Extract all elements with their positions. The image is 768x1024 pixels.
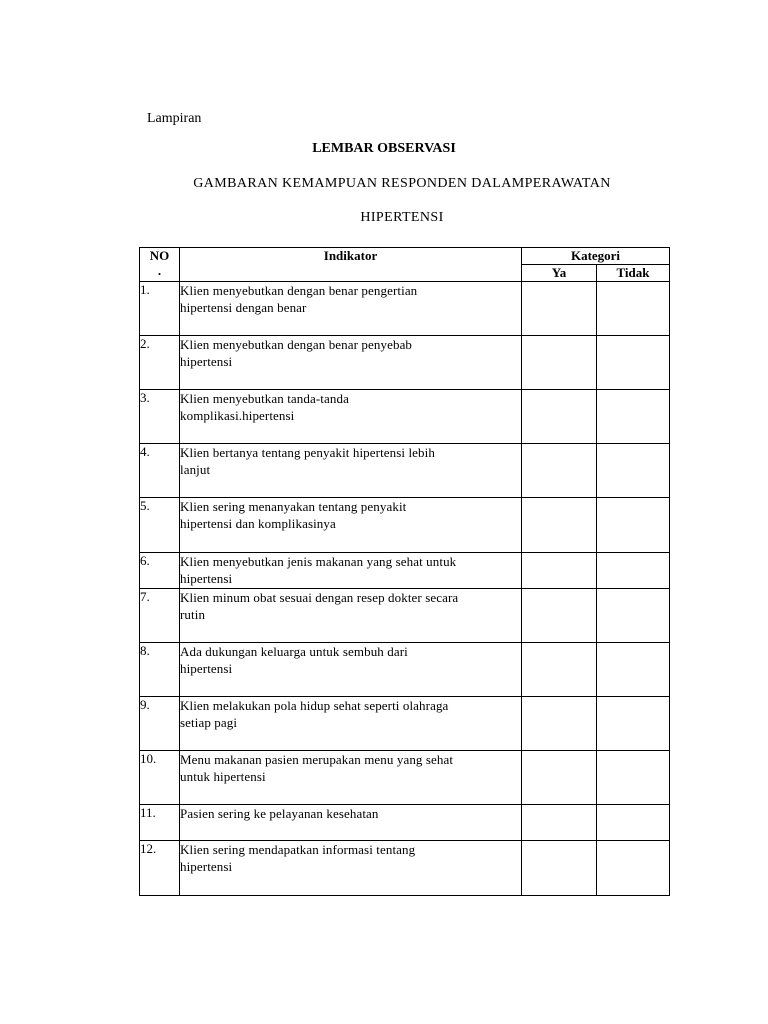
checkbox-cell-tidak[interactable] bbox=[597, 282, 670, 336]
row-number: 10. bbox=[140, 751, 180, 805]
indikator-line: hipertensi bbox=[180, 859, 233, 874]
indikator-line: Klien sering mendapatkan informasi tentang bbox=[180, 842, 416, 857]
indikator-line: Klien menyebutkan dengan benar penyebab bbox=[180, 337, 413, 352]
indikator-line: Klien menyebutkan jenis makanan yang sehat untuk bbox=[180, 554, 457, 569]
checkbox-cell-ya[interactable] bbox=[522, 282, 597, 336]
row-indikator bbox=[180, 805, 522, 841]
checkbox-cell-tidak[interactable] bbox=[597, 805, 670, 841]
row-number: 5. bbox=[140, 498, 180, 553]
checkbox-cell-tidak[interactable] bbox=[597, 336, 670, 390]
indikator-line: Klien bertanya tentang penyakit hipertensi lebih bbox=[180, 445, 435, 460]
header-no bbox=[140, 248, 180, 282]
indikator-line: Klien minum obat sesuai dengan resep dokter secara bbox=[180, 590, 459, 605]
row-indikator bbox=[180, 498, 522, 553]
row-number: 4. bbox=[140, 444, 180, 498]
row-number: 8. bbox=[140, 643, 180, 697]
table-row bbox=[140, 589, 670, 643]
checkbox-cell-ya[interactable] bbox=[522, 589, 597, 643]
row-number: 3. bbox=[140, 390, 180, 444]
indikator-line: setiap pagi bbox=[180, 715, 238, 730]
checkbox-cell-ya[interactable] bbox=[522, 336, 597, 390]
checkbox-cell-ya[interactable] bbox=[522, 841, 597, 896]
indikator-line: Pasien sering ke pelayanan kesehatan bbox=[180, 806, 379, 821]
table-row bbox=[140, 553, 670, 589]
header-no-text: NO bbox=[149, 248, 170, 263]
checkbox-cell-tidak[interactable] bbox=[597, 841, 670, 896]
table-row bbox=[140, 841, 670, 896]
checkbox-cell-tidak[interactable] bbox=[597, 498, 670, 553]
checkbox-cell-tidak[interactable] bbox=[597, 553, 670, 589]
row-number: 6. bbox=[140, 553, 180, 589]
indikator-line: lanjut bbox=[180, 462, 211, 477]
checkbox-cell-ya[interactable] bbox=[522, 751, 597, 805]
document-title: LEMBAR OBSERVASI bbox=[312, 141, 456, 156]
table-row bbox=[140, 282, 670, 336]
row-number: 2. bbox=[140, 336, 180, 390]
header-indikator: Indikator bbox=[180, 248, 522, 282]
table-row bbox=[140, 498, 670, 553]
table-row bbox=[140, 805, 670, 841]
table-row bbox=[140, 697, 670, 751]
indikator-line: Menu makanan pasien merupakan menu yang sehat bbox=[180, 752, 454, 767]
checkbox-cell-ya[interactable] bbox=[522, 553, 597, 589]
lampiran-label: Lampiran bbox=[147, 111, 202, 126]
row-number: 9. bbox=[140, 697, 180, 751]
indikator-line: hipertensi bbox=[180, 661, 233, 676]
indikator-line: hipertensi bbox=[180, 354, 233, 369]
header-kategori: Kategori bbox=[522, 248, 670, 265]
indikator-line: Klien menyebutkan dengan benar pengertian bbox=[180, 283, 418, 298]
checkbox-cell-tidak[interactable] bbox=[597, 697, 670, 751]
checkbox-cell-tidak[interactable] bbox=[597, 390, 670, 444]
header-no-dot: . bbox=[157, 263, 162, 278]
indikator-line: Klien sering menanyakan tentang penyakit bbox=[180, 499, 407, 514]
checkbox-cell-ya[interactable] bbox=[522, 805, 597, 841]
table-row bbox=[140, 751, 670, 805]
indikator-line: komplikasi.hipertensi bbox=[180, 408, 295, 423]
document-subtitle-line1: GAMBARAN KEMAMPUAN RESPONDEN DALAMPERAWATAN bbox=[193, 176, 611, 191]
table-row bbox=[140, 643, 670, 697]
row-indikator bbox=[180, 751, 522, 805]
indikator-line: Ada dukungan keluarga untuk sembuh dari bbox=[180, 644, 408, 659]
checkbox-cell-tidak[interactable] bbox=[597, 444, 670, 498]
table-row bbox=[140, 336, 670, 390]
observation-table bbox=[139, 247, 670, 896]
checkbox-cell-ya[interactable] bbox=[522, 498, 597, 553]
document-subtitle-line2: HIPERTENSI bbox=[360, 210, 444, 225]
table-row bbox=[140, 444, 670, 498]
header-ya: Ya bbox=[522, 265, 597, 282]
row-number: 12. bbox=[140, 841, 180, 896]
header-tidak: Tidak bbox=[597, 265, 670, 282]
checkbox-cell-ya[interactable] bbox=[522, 643, 597, 697]
row-indikator bbox=[180, 444, 522, 498]
table-row bbox=[140, 390, 670, 444]
row-indikator bbox=[180, 841, 522, 896]
indikator-line: hipertensi bbox=[180, 571, 233, 586]
row-indikator bbox=[180, 697, 522, 751]
row-number: 1. bbox=[140, 282, 180, 336]
row-indikator bbox=[180, 589, 522, 643]
checkbox-cell-tidak[interactable] bbox=[597, 643, 670, 697]
indikator-line: untuk hipertensi bbox=[180, 769, 266, 784]
row-indikator bbox=[180, 643, 522, 697]
row-indikator bbox=[180, 336, 522, 390]
indikator-line: hipertensi dengan benar bbox=[180, 300, 307, 315]
checkbox-cell-ya[interactable] bbox=[522, 697, 597, 751]
checkbox-cell-ya[interactable] bbox=[522, 390, 597, 444]
indikator-line: hipertensi dan komplikasinya bbox=[180, 516, 336, 531]
row-number: 7. bbox=[140, 589, 180, 643]
indikator-line: rutin bbox=[180, 607, 206, 622]
row-number: 11. bbox=[140, 805, 180, 841]
indikator-line: Klien menyebutkan tanda-tanda bbox=[180, 391, 349, 406]
checkbox-cell-tidak[interactable] bbox=[597, 589, 670, 643]
checkbox-cell-ya[interactable] bbox=[522, 444, 597, 498]
row-indikator bbox=[180, 553, 522, 589]
row-indikator bbox=[180, 282, 522, 336]
checkbox-cell-tidak[interactable] bbox=[597, 751, 670, 805]
row-indikator bbox=[180, 390, 522, 444]
indikator-line: Klien melakukan pola hidup sehat seperti olahraga bbox=[180, 698, 449, 713]
